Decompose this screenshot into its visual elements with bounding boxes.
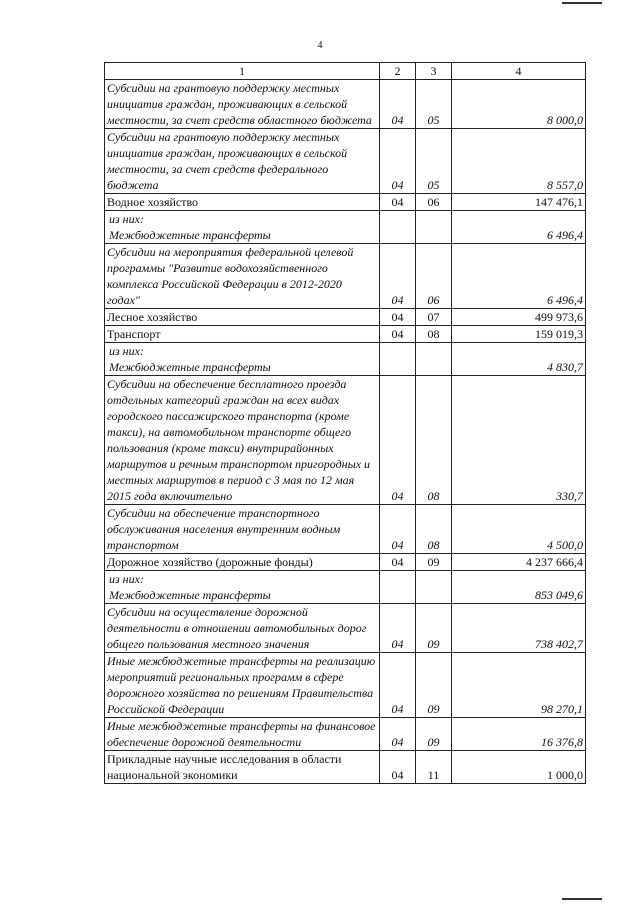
- cell-amount: 499 973,6: [452, 309, 586, 326]
- scan-artifact-top: [562, 2, 602, 4]
- cell-subsection: 09: [416, 604, 452, 653]
- table-header-row: [105, 63, 586, 80]
- cell-name: Транспорт: [105, 326, 380, 343]
- cell-name: из них: Межбюджетные трансферты: [105, 343, 380, 376]
- cell-name: Иные межбюджетные трансферты на финансовое обеспечение дорожной деятельности: [105, 718, 380, 751]
- cell-amount: 853 049,6: [452, 571, 586, 604]
- cell-section: 04: [380, 376, 416, 505]
- cell-section: 04: [380, 194, 416, 211]
- table-row: [105, 718, 586, 751]
- cell-subsection: [416, 343, 452, 376]
- cell-name: Водное хозяйство: [105, 194, 380, 211]
- table-row: [105, 326, 586, 343]
- cell-name: Субсидии на осуществление дорожной деятельности в отношении автомобильных дорог общего пользования местного значения: [105, 604, 380, 653]
- cell-subsection: 11: [416, 751, 452, 784]
- cell-name: из них: Межбюджетные трансферты: [105, 211, 380, 244]
- header-col-3: 3: [416, 63, 452, 80]
- table-row: [105, 604, 586, 653]
- cell-section: 04: [380, 129, 416, 194]
- cell-subsection: 09: [416, 718, 452, 751]
- cell-subsection: 09: [416, 653, 452, 718]
- cell-subsection: 08: [416, 505, 452, 554]
- budget-table: [104, 62, 586, 784]
- cell-name: Прикладные научные исследования в области национальной экономики: [105, 751, 380, 784]
- cell-name: Субсидии на мероприятия федеральной целевой программы "Развитие водохозяйственного комплекса Российской Федерации в 2012-2020 годах": [105, 244, 380, 309]
- header-col-2: 2: [380, 63, 416, 80]
- cell-subsection: 06: [416, 194, 452, 211]
- cell-amount: 159 019,3: [452, 326, 586, 343]
- cell-name: Субсидии на грантовую поддержку местных инициатив граждан, проживающих в сельской местности, за счет средств федерального бюджета: [105, 129, 380, 194]
- cell-section: 04: [380, 718, 416, 751]
- header-col-1: 1: [105, 63, 380, 80]
- cell-subsection: 06: [416, 244, 452, 309]
- cell-section: [380, 343, 416, 376]
- table-row: [105, 194, 586, 211]
- table-row-note: [105, 211, 586, 244]
- header-col-4: 4: [452, 63, 586, 80]
- cell-subsection: 08: [416, 326, 452, 343]
- cell-name: Иные межбюджетные трансферты на реализацию мероприятий региональных программ в сфере дорожного хозяйства по решениям Правительства Российской Федерации: [105, 653, 380, 718]
- cell-section: [380, 571, 416, 604]
- cell-name: Субсидии на грантовую поддержку местных инициатив граждан, проживающих в сельской местности, за счет средств областного бюджета: [105, 80, 380, 129]
- cell-amount: 4 237 666,4: [452, 554, 586, 571]
- table-row: [105, 376, 586, 505]
- cell-name: Субсидии на обеспечение бесплатного проезда отдельных категорий граждан на всех видах городского пассажирского транспорта (кроме такси), на автомобильном транспорте общего пользования (кроме такси) внутрирайонных маршрутов и речным транспортом пригородных и местных маршрутов в период с 3 мая по 12 мая 2015 года включительно: [105, 376, 380, 505]
- cell-subsection: 09: [416, 554, 452, 571]
- table-row-note: [105, 343, 586, 376]
- cell-amount: 98 270,1: [452, 653, 586, 718]
- cell-amount: 6 496,4: [452, 244, 586, 309]
- table-row: [105, 80, 586, 129]
- cell-section: 04: [380, 604, 416, 653]
- table-row: [105, 653, 586, 718]
- cell-section: 04: [380, 751, 416, 784]
- table-row-note: [105, 571, 586, 604]
- table-body: [105, 63, 586, 784]
- table-row: [105, 244, 586, 309]
- cell-section: 04: [380, 244, 416, 309]
- cell-amount: 6 496,4: [452, 211, 586, 244]
- cell-amount: 4 500,0: [452, 505, 586, 554]
- scan-artifact-bottom: [562, 898, 602, 900]
- cell-amount: 330,7: [452, 376, 586, 505]
- cell-amount: 8 557,0: [452, 129, 586, 194]
- cell-subsection: 08: [416, 376, 452, 505]
- page-number: 4: [317, 40, 323, 51]
- cell-amount: 16 376,8: [452, 718, 586, 751]
- cell-section: 04: [380, 554, 416, 571]
- cell-name: Субсидии на обеспечение транспортного обслуживания населения внутренним водным транспортом: [105, 505, 380, 554]
- cell-section: [380, 211, 416, 244]
- cell-amount: 147 476,1: [452, 194, 586, 211]
- cell-name: Лесное хозяйство: [105, 309, 380, 326]
- table-row: [105, 309, 586, 326]
- cell-amount: 8 000,0: [452, 80, 586, 129]
- cell-subsection: 05: [416, 80, 452, 129]
- cell-section: 04: [380, 80, 416, 129]
- cell-subsection: 07: [416, 309, 452, 326]
- cell-subsection: [416, 571, 452, 604]
- table-row: [105, 554, 586, 571]
- cell-name: из них: Межбюджетные трансферты: [105, 571, 380, 604]
- cell-subsection: 05: [416, 129, 452, 194]
- cell-amount: 1 000,0: [452, 751, 586, 784]
- cell-amount: 4 830,7: [452, 343, 586, 376]
- cell-amount: 738 402,7: [452, 604, 586, 653]
- cell-section: 04: [380, 326, 416, 343]
- cell-section: 04: [380, 505, 416, 554]
- cell-section: 04: [380, 653, 416, 718]
- cell-section: 04: [380, 309, 416, 326]
- cell-subsection: [416, 211, 452, 244]
- cell-name: Дорожное хозяйство (дорожные фонды): [105, 554, 380, 571]
- table-row: [105, 129, 586, 194]
- table-row: [105, 751, 586, 784]
- table-row: [105, 505, 586, 554]
